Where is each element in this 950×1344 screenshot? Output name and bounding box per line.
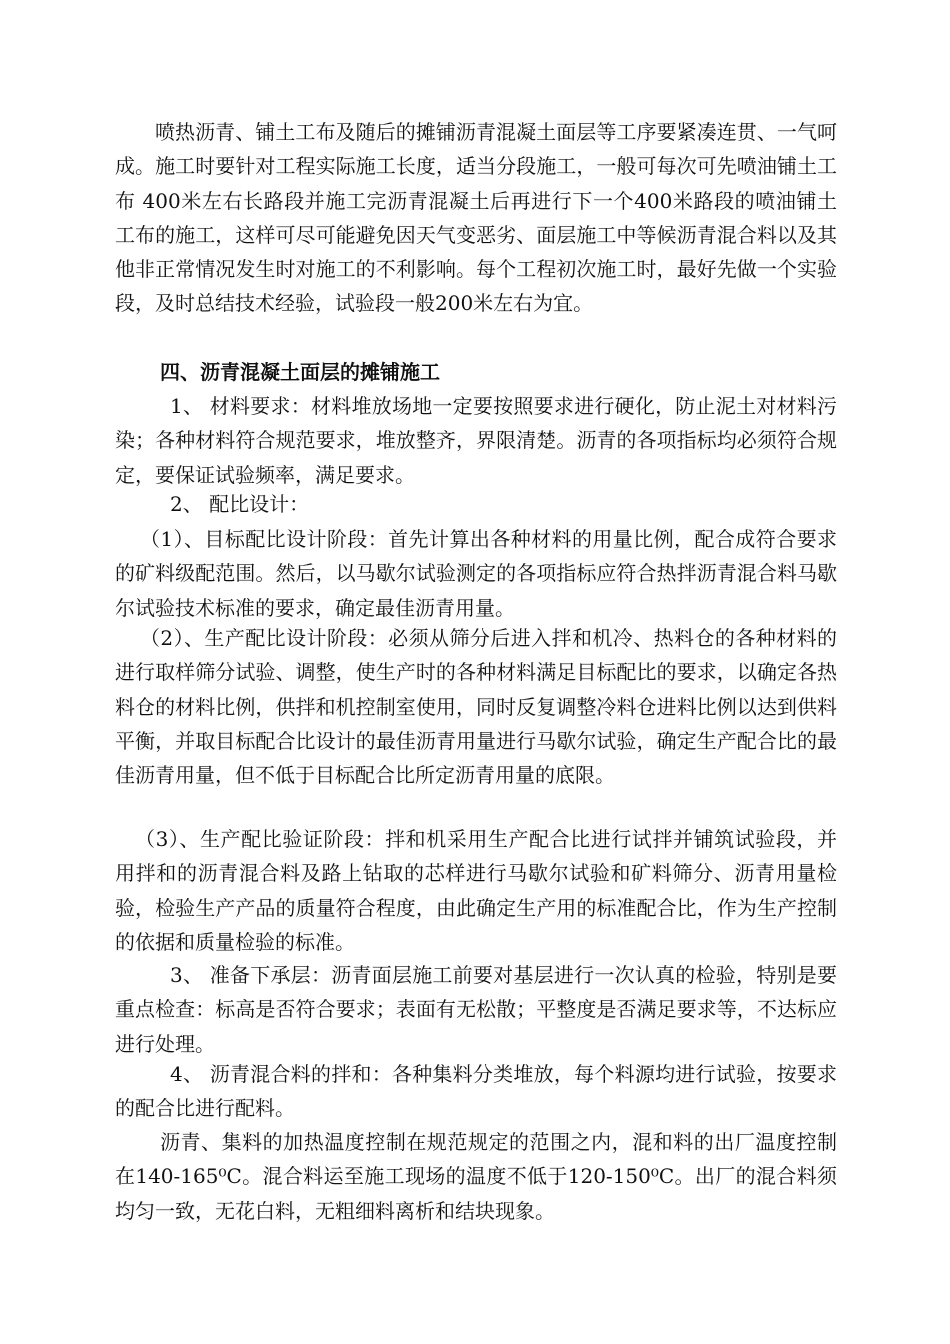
paragraph-material-requirements: 1、 材料要求：材料堆放场地一定要按照要求进行硬化，防止泥土对材料污染；各种材料符合规范要求，堆放整齐，界限清楚。沥青的各项指标均必须符合规定，要保证试验频率，满足要求。 — [115, 394, 837, 487]
paragraph-base-preparation: 3、 准备下承层：沥青面层施工前要对基层进行一次认真的检验，特别是要重点检查：标高是否符合要求；表面有无松散；平整度是否满足要求等，不达标应进行处理。 — [115, 963, 837, 1056]
paragraph-target-mix-design: （1）、目标配比设计阶段：首先计算出各种材料的用量比例，配合成符合要求的矿料级配范围。然后，以马歇尔试验测定的各项指标应符合热拌沥青混合料马歇尔试验技术标准的要求，确定最佳沥青用量。 — [115, 527, 837, 620]
paragraph-asphalt-spraying: 喷热沥青、铺土工布及随后的摊铺沥青混凝土面层等工序要紧凑连贯、一气呵成。施工时要针对工程实际施工长度，适当分段施工，一般可每次可先喷油铺土工布 400米左右长路段并施工完沥青混凝土后再进行下一个400米路段的喷油铺土工布的施工，这样可尽可能避免因天气变恶劣、面层施工中等候沥青混合料以及其他非正常情况发生时对施工的不利影响。每个工程初次施工时，最好先做一个实验段，及时总结技术经验，试验段一般200米左右为宜。 — [115, 120, 837, 316]
paragraph-production-mix-design: （2）、生产配比设计阶段：必须从筛分后进入拌和机冷、热料仓的各种材料的进行取样筛分试验、调整，使生产时的各种材料满足目标配比的要求，以确定各热料仓的材料比例，供拌和机控制室使用，同时反复调整冷料仓进料比例以达到供料平衡，并取目标配合比设计的最佳沥青用量进行马歇尔试验，确定生产配合比的最佳沥青用量，但不低于目标配合比所定沥青用量的底限。 — [115, 626, 837, 788]
paragraph-production-mix-verification: （3）、生产配比验证阶段：拌和机采用生产配合比进行试拌并铺筑试验段，并用拌和的沥青混合料及路上钻取的芯样进行马歇尔试验和矿料筛分、沥青用量检验，检验生产产品的质量符合程度，由此确定生产用的标准配合比，作为生产控制的依据和质量检验的标准。 — [115, 827, 837, 954]
paragraph-temperature-control: 沥青、集料的加热温度控制在规范规定的范围之内，混和料的出厂温度控制在140-165⁰C。混合料运至施工现场的温度不低于120-150⁰C。出厂的混合料须均匀一致，无花白料，无粗细料离析和结块现象。 — [115, 1130, 837, 1223]
section-heading-4: 四、沥青混凝土面层的摊铺施工 — [160, 360, 440, 384]
paragraph-mix-design-title: 2、 配比设计： — [170, 492, 310, 516]
paragraph-mixing: 4、 沥青混合料的拌和：各种集料分类堆放，每个料源均进行试验，按要求的配合比进行配料。 — [115, 1062, 837, 1121]
